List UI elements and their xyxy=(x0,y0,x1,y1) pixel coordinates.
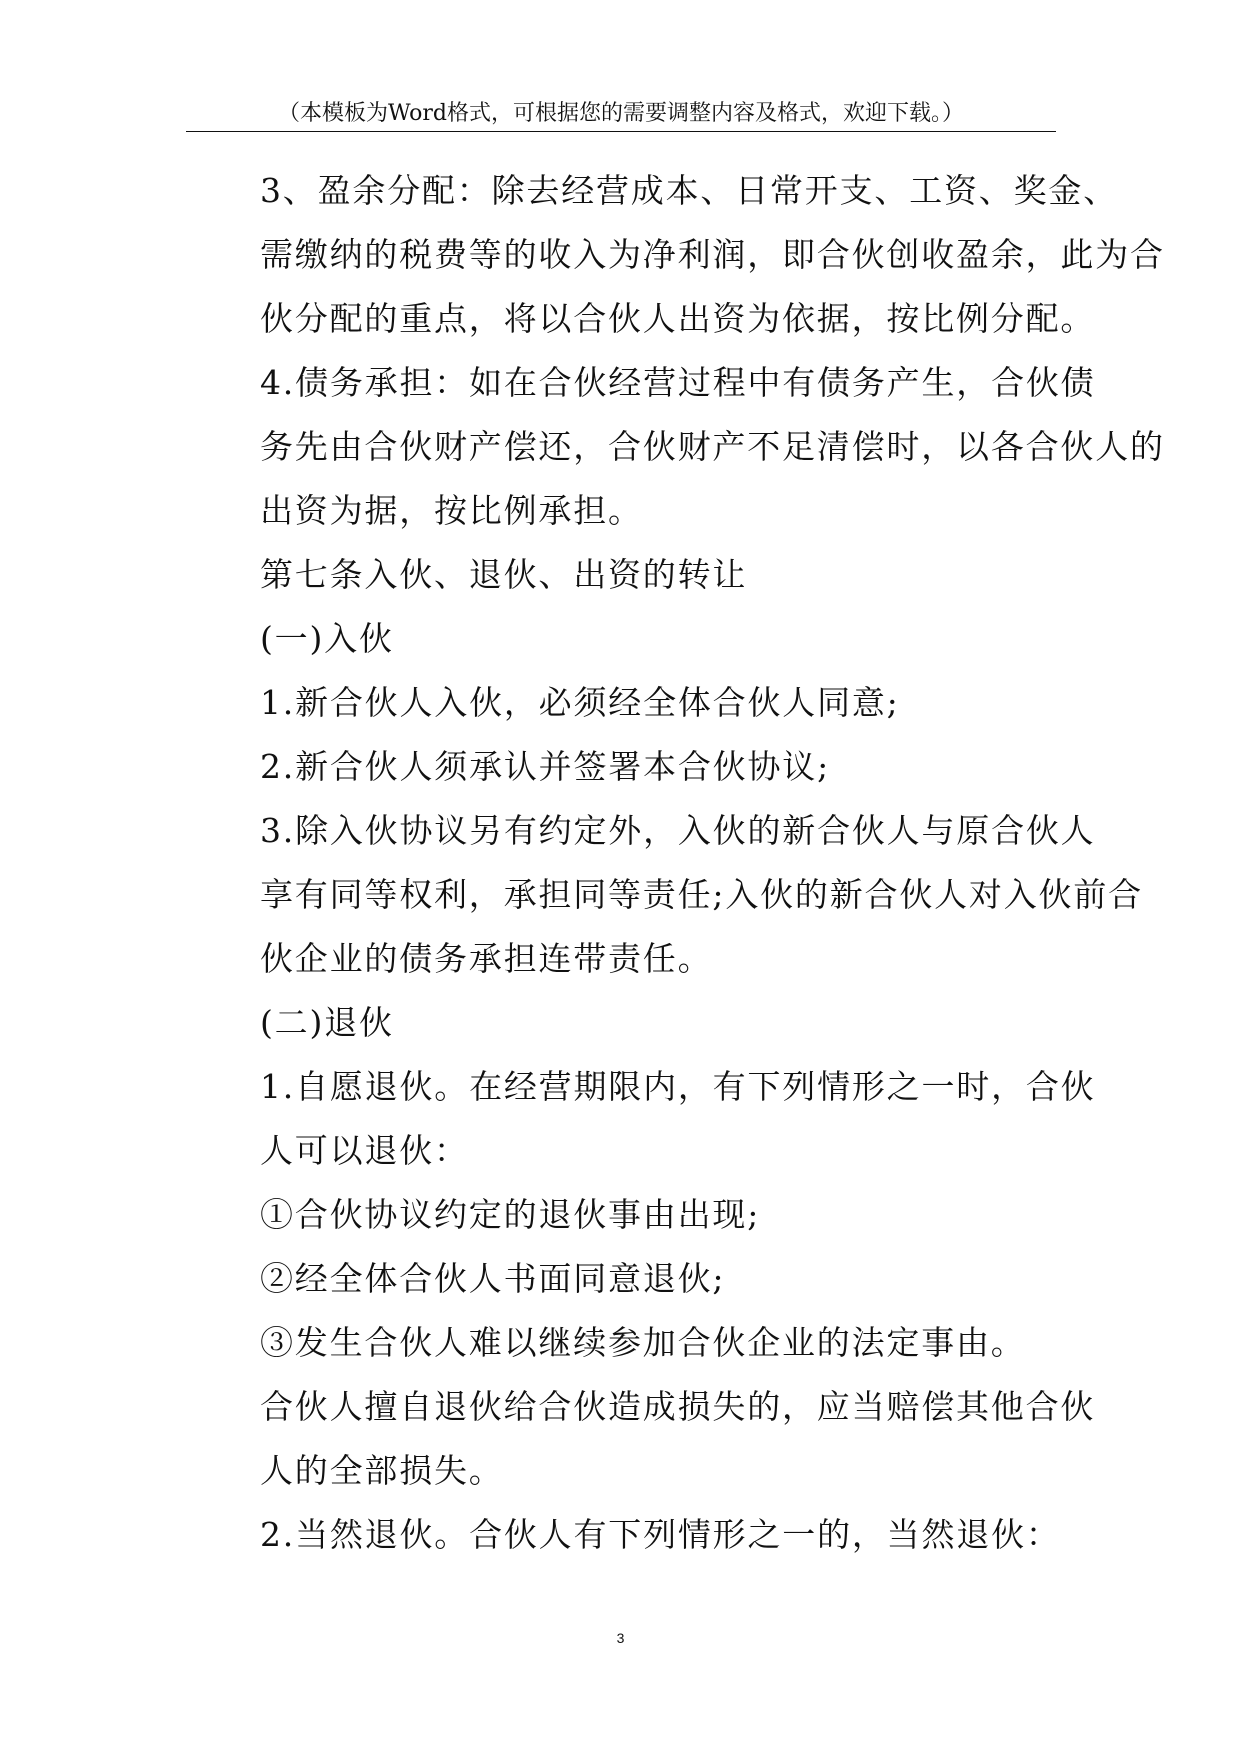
text-line: 4.债务承担：如在合伙经营过程中有债务产生，合伙债 xyxy=(260,363,1096,402)
text-line: 人可以退伙： xyxy=(260,1131,469,1170)
text-line: 需缴纳的税费等的收入为净利润，即合伙创收盈余，此为合 xyxy=(260,235,1165,274)
list-item xyxy=(190,799,1143,991)
text-line: ③发生合伙人难以继续参加合伙企业的法定事由。 xyxy=(260,1323,1026,1362)
list-item xyxy=(190,671,1070,735)
list-item xyxy=(190,1311,1070,1375)
text-line: 1.自愿退伙。在经营期限内，有下列情形之一时，合伙 xyxy=(260,1067,1096,1106)
list-item xyxy=(190,1247,1070,1311)
text-line: 2.新合伙人须承认并签署本合伙协议; xyxy=(260,747,831,786)
clause-debt-liability xyxy=(190,351,1165,543)
list-item xyxy=(190,1183,1070,1247)
text-line: 第七条入伙、退伙、出资的转让 xyxy=(260,555,748,594)
list-item xyxy=(190,735,1070,799)
document-body xyxy=(190,159,1165,1567)
text-line: ②经全体合伙人书面同意退伙; xyxy=(260,1259,726,1298)
text-line: 伙企业的债务承担连带责任。 xyxy=(260,939,713,978)
text-line: 2.当然退伙。合伙人有下列情形之一的，当然退伙： xyxy=(260,1515,1061,1554)
text-line: 出资为据，按比例承担。 xyxy=(260,491,643,530)
paragraph xyxy=(190,1375,1096,1503)
clause-profit-distribution xyxy=(190,159,1165,351)
text-line: 3、盈余分配：除去经营成本、日常开支、工资、奖金、 xyxy=(260,171,1118,210)
text-line: 享有同等权利，承担同等责任;入伙的新合伙人对入伙前合 xyxy=(260,875,1143,914)
list-item xyxy=(190,1503,1070,1567)
section-heading-withdrawal xyxy=(190,991,1070,1055)
text-line: 人的全部损失。 xyxy=(260,1451,504,1490)
text-line: ①合伙协议约定的退伙事由出现; xyxy=(260,1195,761,1234)
header-divider xyxy=(186,131,1056,132)
text-line: 1.新合伙人入伙，必须经全体合伙人同意; xyxy=(260,683,900,722)
section-heading-joining xyxy=(190,607,1070,671)
text-line: 合伙人擅自退伙给合伙造成损失的，应当赔偿其他合伙 xyxy=(260,1387,1096,1426)
list-item xyxy=(190,1055,1096,1183)
text-line: 伙分配的重点，将以合伙人出资为依据，按比例分配。 xyxy=(260,299,1096,338)
page-number: 3 xyxy=(616,1630,625,1646)
text-line: (一)入伙 xyxy=(260,619,394,658)
text-line: (二)退伙 xyxy=(260,1003,394,1042)
text-line: 务先由合伙财产偿还，合伙财产不足清偿时，以各合伙人的 xyxy=(260,427,1165,466)
text-line: 3.除入伙协议另有约定外，入伙的新合伙人与原合伙人 xyxy=(260,811,1096,850)
template-notice: （本模板为Word格式，可根据您的需要调整内容及格式，欢迎下载。） xyxy=(278,101,964,126)
article-heading xyxy=(190,543,1070,607)
